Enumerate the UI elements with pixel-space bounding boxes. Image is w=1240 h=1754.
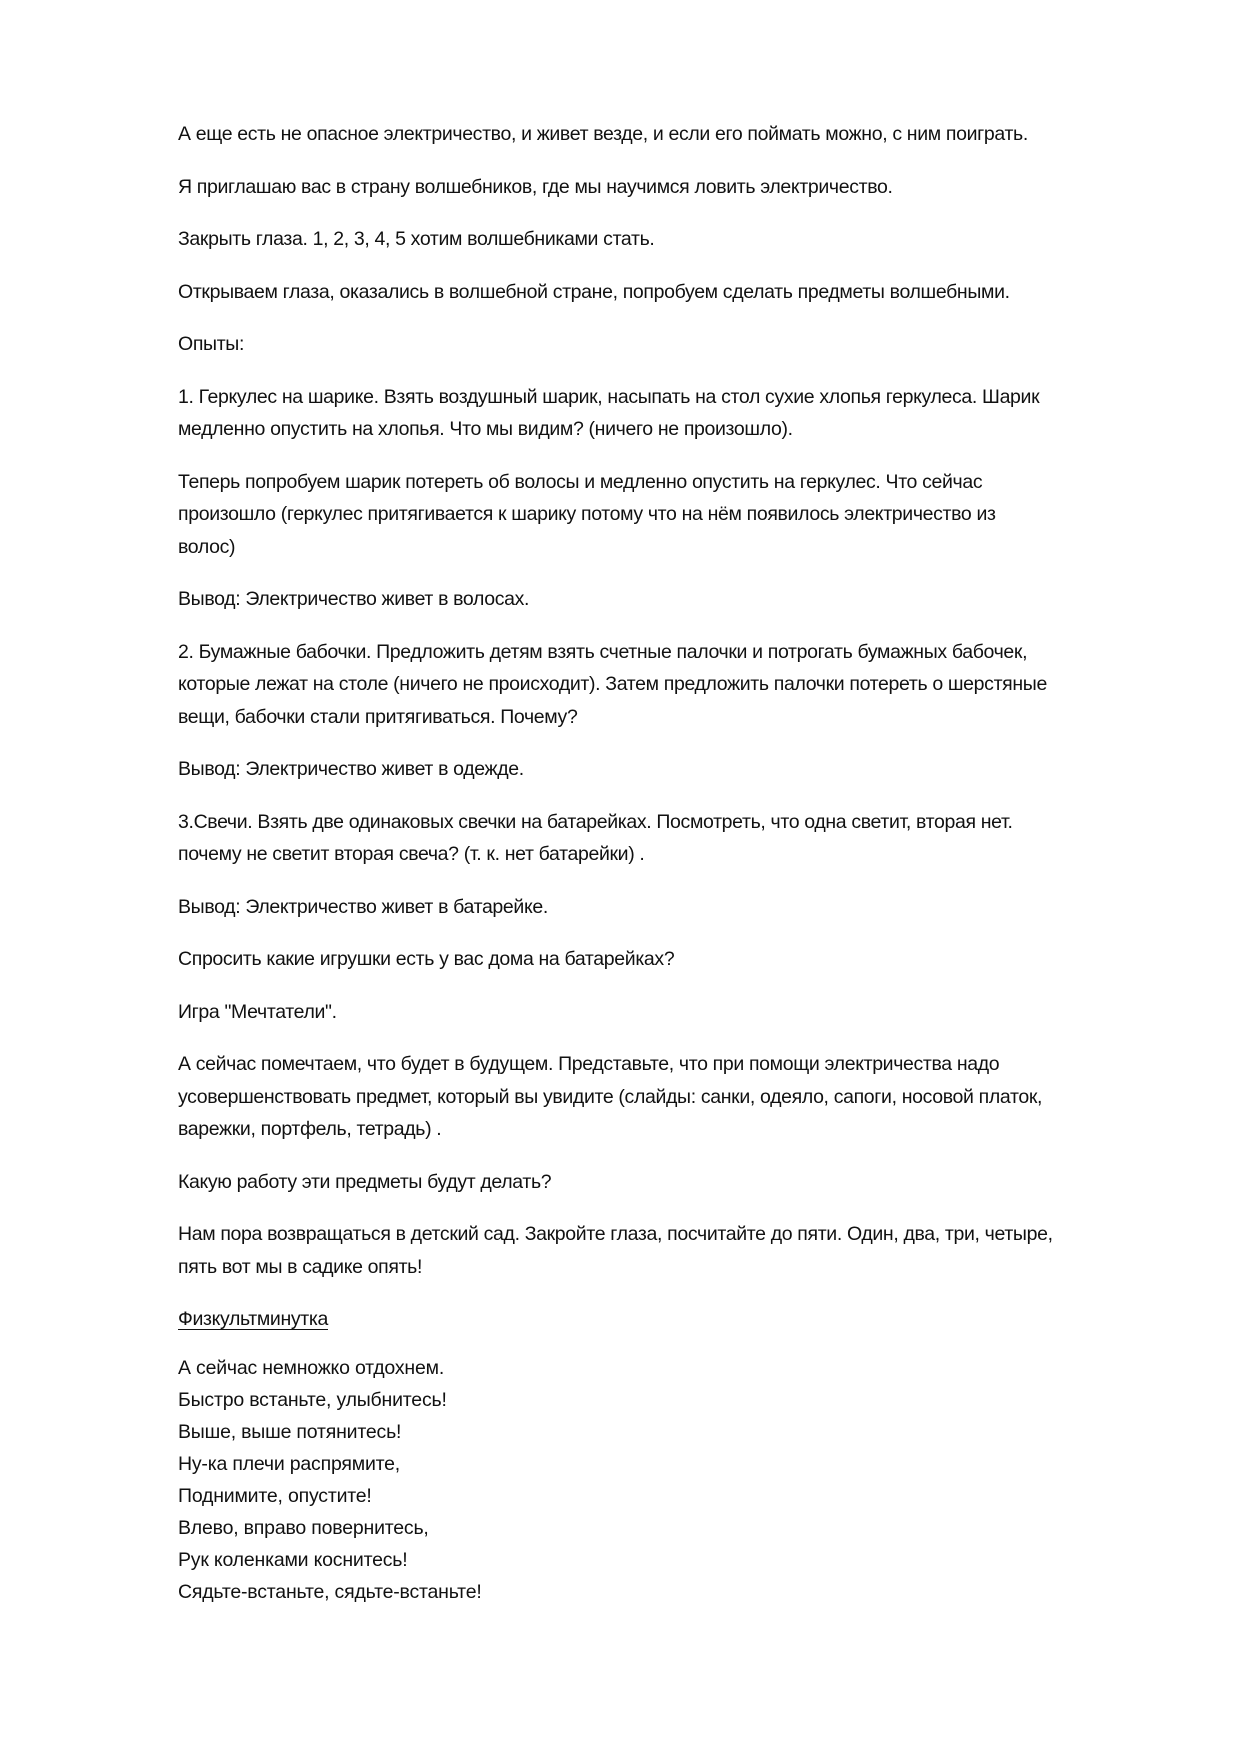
paragraph-game-title [178,996,1138,1029]
text-line: 2. Бумажные бабочки. Предложить детям взять счетные палочки и потрогать бумажных бабочек, [178,640,1028,663]
paragraph-experiment-2 [178,636,1138,734]
text-line: А сейчас помечтаем, что будет в будущем. Представьте, что при помощи электричества надо [178,1053,1000,1075]
poem-line: Сядьте-встаньте, сядьте-встаньте! [178,1580,482,1603]
paragraph-open-eyes [178,276,1138,309]
paragraph-dream-future [178,1048,1138,1146]
paragraph-experiment-1 [178,381,1138,446]
text-line: волос) [178,535,236,558]
paragraph-experiment-1-rub [178,466,1138,564]
poem-line: Быстро встаньте, улыбнитесь! [178,1388,447,1411]
text-line: которые лежат на столе (ничего не происходит). Затем предложить палочки потереть о шерстяные [178,673,1047,695]
text-line: усовершенствовать предмет, который вы увидите (слайды: санки, одеяло, сапоги, носовой платок, [178,1085,1043,1108]
paragraph-return-kindergarten [178,1218,1138,1283]
poem-block [178,1352,1138,1608]
text-line: А еще есть не опасное электричество, и живет везде, и если его поймать можно, с ним поиграть. [178,123,1028,145]
paragraph-conclusion-battery [178,891,1138,924]
poem-line: Выше, выше потянитесь! [178,1420,402,1443]
text-line: Вывод: Электричество живет в волосах. [178,588,530,610]
text-line: Вывод: Электричество живет в одежде. [178,758,524,780]
document-page [178,118,1138,1608]
text-line: пять вот мы в садике опять! [178,1255,423,1278]
text-line: Какую работу эти предметы будут делать? [178,1170,552,1193]
text-line: почему не светит вторая свеча? (т. к. нет батарейки) . [178,843,645,865]
poem-line: А сейчас немножко отдохнем. [178,1356,445,1379]
text-line: 3.Свечи. Взять две одинаковых свечки на батарейках. Посмотреть, что одна светит, вторая нет. [178,810,1013,833]
paragraph-experiment-3 [178,806,1138,871]
poem-line: Влево, вправо повернитесь, [178,1516,429,1539]
text-line: варежки, портфель, тетрадь) . [178,1118,442,1140]
poem-line: Поднимите, опустите! [178,1484,372,1507]
text-line: Нам пора возвращаться в детский сад. Закройте глаза, посчитайте до пяти. Один, два, три, четыре, [178,1223,1053,1245]
text-line: Игра "Мечтатели". [178,1000,337,1023]
section-heading-fizkultminutka: Физкультминутка [178,1308,328,1330]
paragraph-experiments-label [178,328,1138,361]
text-line: 1. Геркулес на шарике. Взять воздушный шарик, насыпать на стол сухие хлопья геркулеса. Шарик [178,385,1040,408]
paragraph-conclusion-hair [178,583,1138,616]
paragraph-what-work [178,1166,1138,1199]
text-line: Опыты: [178,333,245,355]
paragraph-intro-electricity [178,118,1138,151]
paragraph-conclusion-clothes [178,753,1138,786]
paragraph-invitation [178,171,1138,204]
poem-line: Ну-ка плечи распрямите, [178,1452,401,1475]
section-heading-wrapper [178,1303,1138,1352]
text-line: Вывод: Электричество живет в батарейке. [178,895,548,918]
text-line: Теперь попробуем шарик потереть об волосы и медленно опустить на геркулес. Что сейчас [178,470,983,493]
text-line: произошло (геркулес притягивается к шарику потому что на нём появилось электричество из [178,503,996,525]
text-line: вещи, бабочки стали притягиваться. Почему? [178,705,578,728]
paragraph-ask-toys [178,943,1138,976]
poem-line: Рук коленками коснитесь! [178,1548,408,1571]
text-line: Закрыть глаза. 1, 2, 3, 4, 5 хотим волшебниками стать. [178,228,655,250]
text-line: Я приглашаю вас в страну волшебников, где мы научимся ловить электричество. [178,175,893,198]
text-line: Спросить какие игрушки есть у вас дома на батарейках? [178,948,675,970]
text-line: Открываем глаза, оказались в волшебной стране, попробуем сделать предметы волшебными. [178,280,1010,303]
paragraph-close-eyes [178,223,1138,256]
text-line: медленно опустить на хлопья. Что мы видим? (ничего не произошло). [178,418,793,440]
